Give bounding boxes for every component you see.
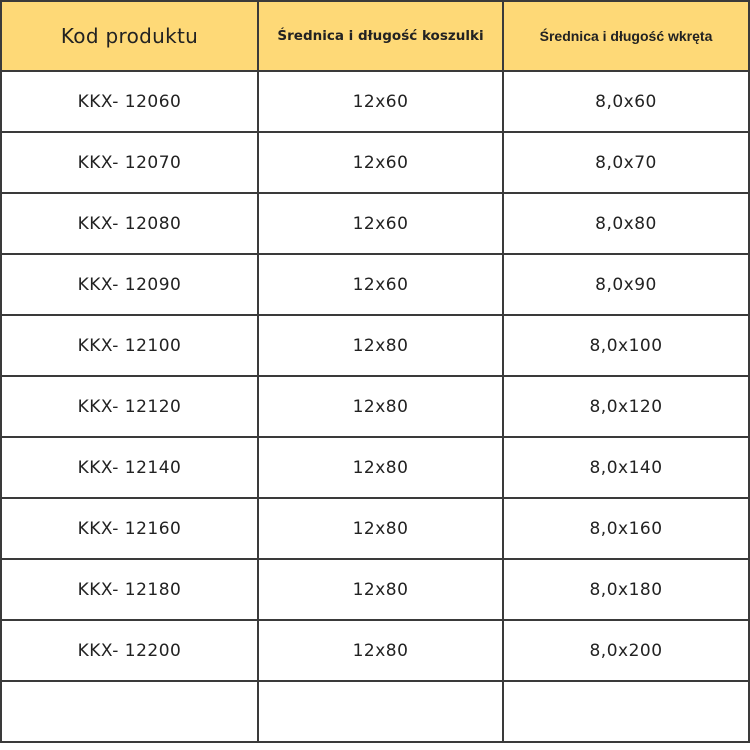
screw-size-cell: 8,0x180 <box>504 560 750 621</box>
product-code-cell: KKX- 12070 <box>0 133 259 194</box>
table-row-empty <box>0 682 750 743</box>
table-row <box>0 316 750 377</box>
table-row <box>0 560 750 621</box>
product-code-cell: KKX- 12080 <box>0 194 259 255</box>
table-row <box>0 194 750 255</box>
sleeve-size-cell <box>259 682 504 743</box>
product-code-cell: KKX- 12160 <box>0 499 259 560</box>
screw-size-cell: 8,0x200 <box>504 621 750 682</box>
table-row <box>0 499 750 560</box>
product-code-cell: KKX- 12180 <box>0 560 259 621</box>
product-code-cell: KKX- 12140 <box>0 438 259 499</box>
screw-size-cell: 8,0x60 <box>504 72 750 133</box>
table-row <box>0 133 750 194</box>
screw-size-cell: 8,0x100 <box>504 316 750 377</box>
sleeve-size-cell: 12x80 <box>259 621 504 682</box>
screw-size-cell: 8,0x140 <box>504 438 750 499</box>
table-row <box>0 377 750 438</box>
screw-size-cell: 8,0x70 <box>504 133 750 194</box>
sleeve-size-cell: 12x60 <box>259 72 504 133</box>
product-code-cell: KKX- 12090 <box>0 255 259 316</box>
sleeve-size-cell: 12x80 <box>259 499 504 560</box>
sleeve-size-cell: 12x80 <box>259 377 504 438</box>
screw-size-cell <box>504 682 750 743</box>
header-sleeve-size: Średnica i długość koszulki <box>259 0 504 72</box>
screw-size-cell: 8,0x160 <box>504 499 750 560</box>
product-code-cell: KKX- 12100 <box>0 316 259 377</box>
screw-size-cell: 8,0x80 <box>504 194 750 255</box>
sleeve-size-cell: 12x80 <box>259 438 504 499</box>
product-code-cell: KKX- 12060 <box>0 72 259 133</box>
header-product-code: Kod produktu <box>0 0 259 72</box>
table-row <box>0 72 750 133</box>
screw-size-cell: 8,0x120 <box>504 377 750 438</box>
table-row <box>0 438 750 499</box>
table-row <box>0 621 750 682</box>
sleeve-size-cell: 12x60 <box>259 194 504 255</box>
sleeve-size-cell: 12x60 <box>259 255 504 316</box>
table-row <box>0 255 750 316</box>
sleeve-size-cell: 12x60 <box>259 133 504 194</box>
header-screw-size: Średnica i długość wkręta <box>504 0 750 72</box>
sleeve-size-cell: 12x80 <box>259 316 504 377</box>
table-header-row <box>0 0 750 72</box>
product-code-cell: KKX- 12200 <box>0 621 259 682</box>
screw-size-cell: 8,0x90 <box>504 255 750 316</box>
sleeve-size-cell: 12x80 <box>259 560 504 621</box>
product-code-cell: KKX- 12120 <box>0 377 259 438</box>
product-code-cell <box>0 682 259 743</box>
